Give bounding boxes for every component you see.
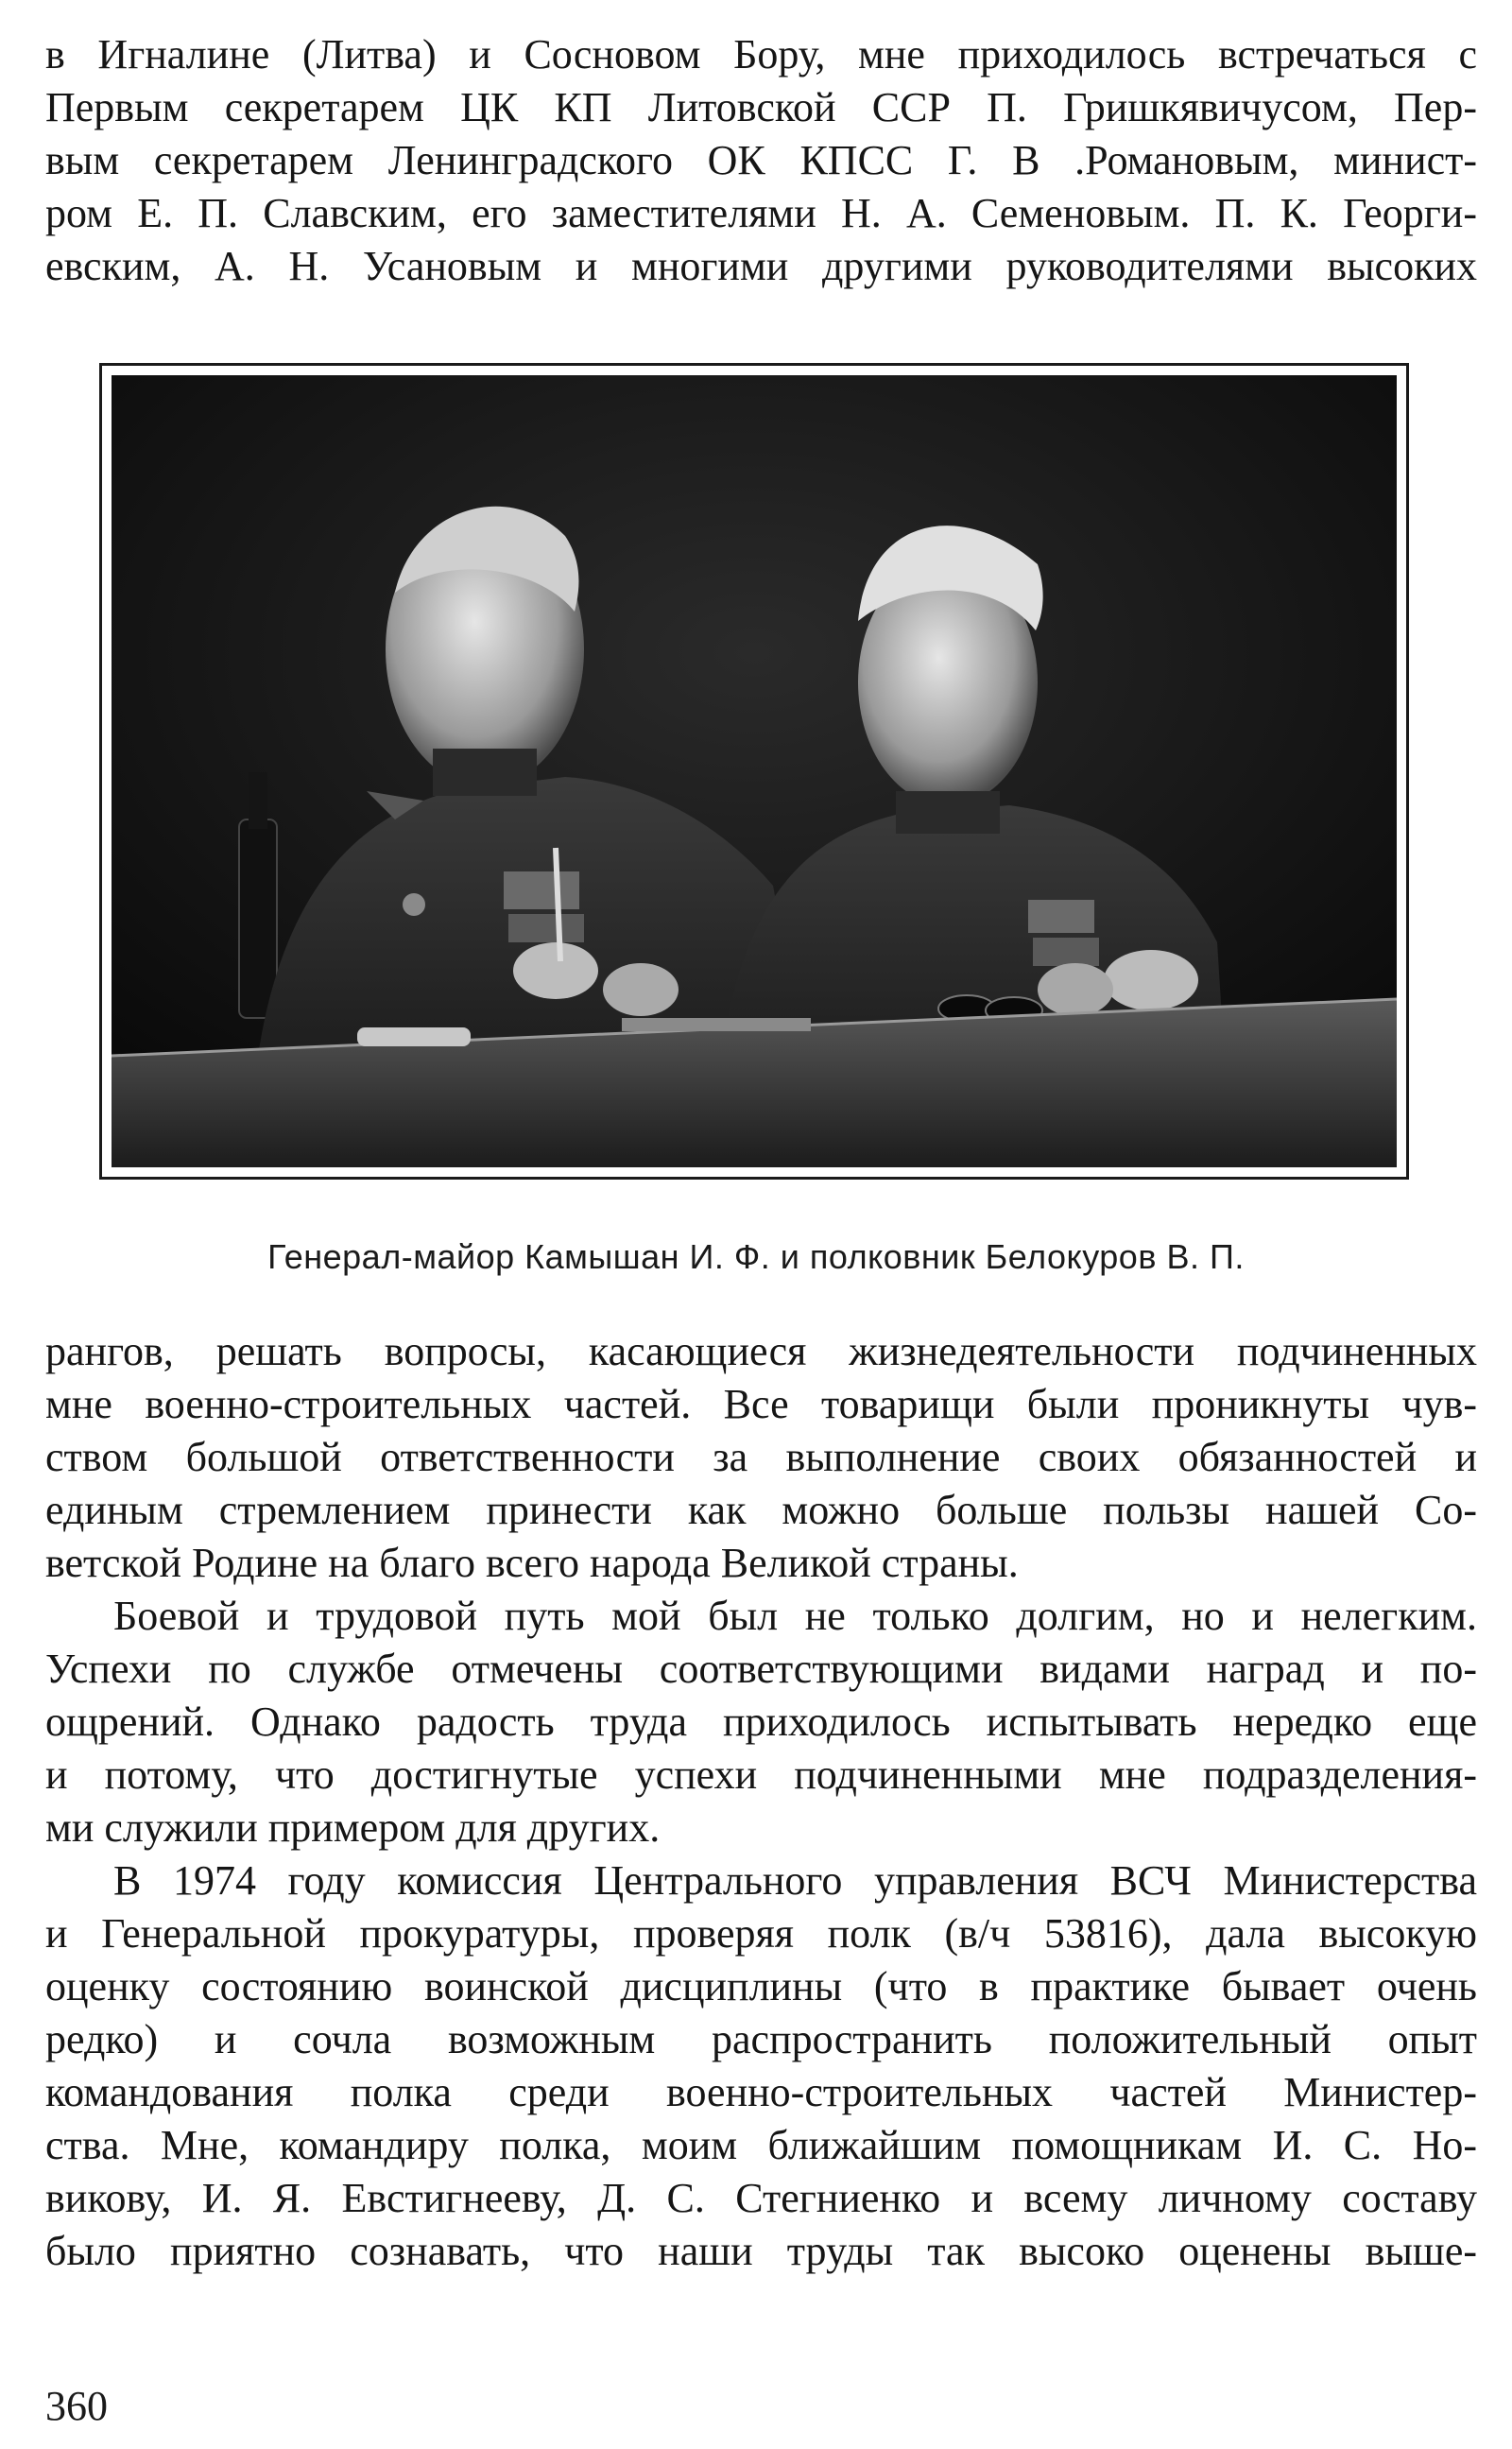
text-line: и Генеральной прокуратуры, проверяя полк (в/ч 53816), дала высокую <box>45 1910 1477 1957</box>
paragraph <box>45 1325 1477 1590</box>
text-line: евским, А. Н. Усановым и многими другими руководителями высоких <box>45 243 1477 289</box>
text-line: В 1974 году комиссия Центрального управления ВСЧ Министерства <box>113 1857 1477 1904</box>
text-line: рангов, решать вопросы, касающиеся жизнедеятельности подчиненных <box>45 1328 1477 1374</box>
text-line: викову, И. Я. Евстигнееву, Д. С. Стегниенко и всему личному составу <box>45 2175 1477 2221</box>
paragraph <box>45 1854 1477 2278</box>
bottom-text-block <box>45 1325 1477 2278</box>
text-line: ства. Мне, командиру полка, моим ближайшим помощникам И. С. Но- <box>45 2122 1477 2168</box>
text-line: ством большой ответственности за выполнение своих обязанностей и <box>45 1434 1477 1480</box>
text-line: редко) и сочла возможным распространить положительный опыт <box>45 2016 1477 2062</box>
photo-two-officers-at-table <box>112 375 1397 1167</box>
photograph <box>99 363 1409 1180</box>
text-line: Успехи по службе отмечены соответствующими видами наград и по- <box>45 1646 1477 1692</box>
text-line: единым стремлением принести как можно больше пользы нашей Со- <box>45 1487 1477 1533</box>
text-line: было приятно сознавать, что наши труды так высоко оценены выше- <box>45 2228 1477 2274</box>
text-line: ветской Родине на благо всего народа Великой страны. <box>45 1540 1019 1586</box>
text-line: ми служили примером для других. <box>45 1804 661 1851</box>
text-line: ощрений. Однако радость труда приходилось испытывать нередко еще <box>45 1699 1477 1745</box>
photo-caption: Генерал-майор Камышан И. Ф. и полковник Белокуров В. П. <box>267 1237 1245 1276</box>
top-text-block <box>45 28 1477 293</box>
page-number: 360 <box>45 2383 108 2429</box>
text-line: оценку состоянию воинской дисциплины (что в практике бывает очень <box>45 1963 1477 2009</box>
text-line: и потому, что достигнутые успехи подчиненными мне подразделения- <box>45 1751 1477 1798</box>
text-line: ром Е. П. Славским, его заместителями Н. А. Семеновым. П. К. Георги- <box>45 190 1477 236</box>
paragraph <box>45 1590 1477 1854</box>
text-line: в Игналине (Литва) и Сосновом Бору, мне приходилось встречаться с <box>45 31 1477 78</box>
text-line: командования полка среди военно-строительных частей Министер- <box>45 2069 1477 2115</box>
text-line: мне военно-строительных частей. Все товарищи были проникнуты чув- <box>45 1381 1477 1427</box>
text-line: вым секретарем Ленинградского ОК КПСС Г. В .Романовым, минист- <box>45 137 1477 183</box>
text-line: Боевой и трудовой путь мой был не только долгим, но и нелегким. <box>113 1593 1477 1639</box>
text-line: Первым секретарем ЦК КП Литовской ССР П. Гришкявичусом, Пер- <box>45 84 1477 130</box>
